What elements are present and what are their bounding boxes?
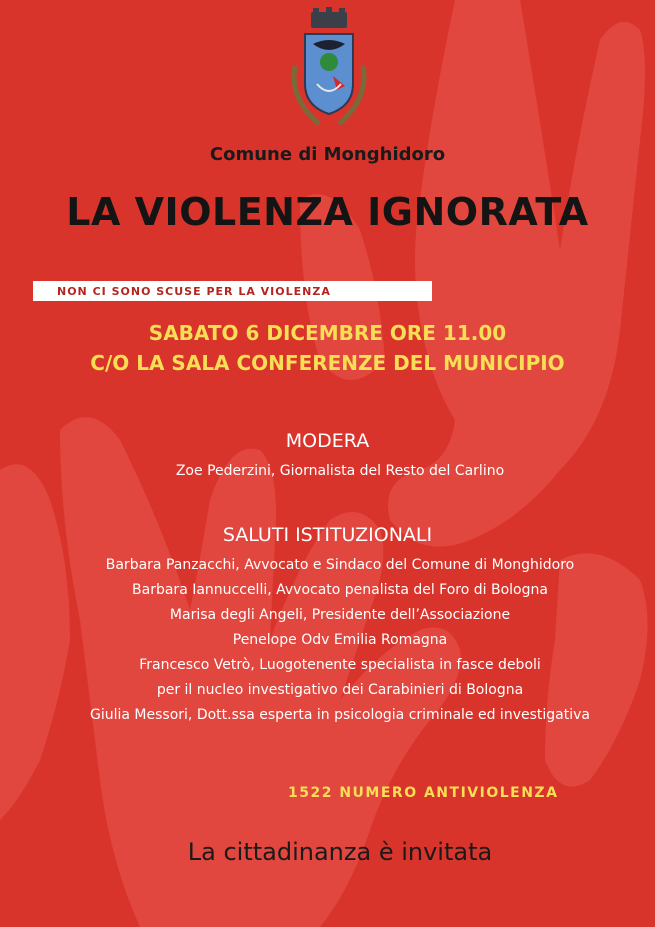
speaker-line: Giulia Messori, Dott.ssa esperta in psicologia criminale ed investigativa bbox=[90, 707, 590, 723]
invitation-text: La cittadinanza è invitata bbox=[187, 838, 493, 866]
event-title: LA VIOLENZA IGNORATA bbox=[66, 190, 589, 234]
tagline-text: NON CI SONO SCUSE PER LA VIOLENZA bbox=[57, 285, 331, 298]
moderator-heading: MODERA bbox=[285, 430, 370, 452]
coat-of-arms-icon bbox=[283, 6, 375, 132]
speaker-line: Barbara Iannuccelli, Avvocato penalista del Foro di Bologna bbox=[132, 582, 548, 598]
event-date-line: SABATO 6 DICEMBRE ORE 11.00 bbox=[148, 321, 507, 345]
speaker-line: Marisa degli Angeli, Presidente dell’Associazione bbox=[169, 607, 511, 623]
greetings-heading: SALUTI ISTITUZIONALI bbox=[222, 524, 433, 546]
tagline-banner bbox=[33, 281, 432, 301]
speaker-line: Francesco Vetrò, Luogotenente specialista in fasce deboli bbox=[139, 657, 541, 673]
speaker-line: Penelope Odv Emilia Romagna bbox=[232, 632, 448, 648]
speaker-line: Barbara Panzacchi, Avvocato e Sindaco del Comune di Monghidoro bbox=[105, 557, 575, 573]
hotline-number: 1522 NUMERO ANTIVIOLENZA bbox=[288, 785, 559, 801]
event-venue-line: C/O LA SALA CONFERENZE DEL MUNICIPIO bbox=[90, 351, 565, 375]
speaker-line: per il nucleo investigativo dei Carabinieri di Bologna bbox=[156, 682, 524, 698]
moderator-name: Zoe Pederzini, Giornalista del Resto del Carlino bbox=[175, 463, 505, 479]
town-name: Comune di Monghidoro bbox=[209, 144, 446, 165]
event-details bbox=[0, 318, 655, 378]
